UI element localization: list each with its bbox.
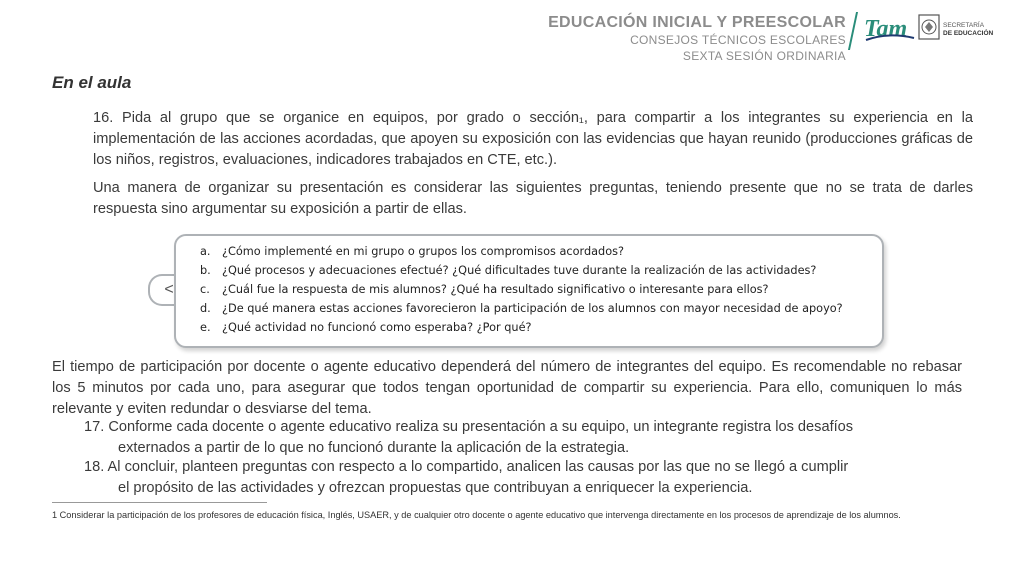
secretaria-text-line1: SECRETARÍA [943,22,985,29]
secretaria-text-line2: DE EDUCACIÓN [943,30,994,37]
paragraph-organize: Una manera de organizar su presentación es considerar las siguientes preguntas, teniendo presente que no se trata de darles respuesta sino argumentar su exposición a partir de ellas. [93,180,973,217]
question-text: ¿Cómo implementé en mi grupo o grupos los compromisos acordados? [222,245,625,258]
questions-list [200,242,843,337]
paragraph-16: 16. Pida al grupo que se organice en equipos, por grado o sección₁, para compartir a los integrantes su experiencia en la implementación de las acciones acordadas, que apoyen su exposición con las evidencias que hayan reunido (producciones gráficas de los niños, registros, evaluaciones, indicadores trabajados en CTE, etc.). [93,110,973,168]
header-divider [848,12,858,50]
tam-logo [862,12,918,51]
question-text: ¿Cuál fue la respuesta de mis alumnos? ¿Qué ha resultado significativo o interesante para ellos? [222,283,769,296]
document-header [548,14,846,64]
question-letter: a. [200,245,211,258]
question-text: ¿Qué actividad no funcionó como esperaba? ¿Por qué? [222,321,532,334]
item-17-line2: externados a partir de lo que no funcionó durante la aplicación de la estrategia. [118,440,630,456]
footnote-separator [52,502,267,503]
header-title: EDUCACIÓN INICIAL Y PREESCOLAR [548,14,846,31]
header-session: SEXTA SESIÓN ORDINARIA [682,49,846,63]
question-letter: d. [200,302,211,315]
item-17-line1: 17. Conforme cada docente o agente educativo realiza su presentación a su equipo, un integrante registra los desafíos [84,419,854,435]
question-letter: e. [200,321,211,334]
secretaria-logo [918,14,998,49]
item-18-line2: el propósito de las actividades y ofrezcan propuestas que contribuyan a enriquecer la experiencia. [118,480,753,496]
question-item [200,299,843,318]
footnote: 1 Considerar la participación de los profesores de educación física, Inglés, USAER, y de cualquier otro docente o agente educativo que intervenga directamente en los procesos de aprendizaje de los alumnos. [52,510,901,520]
paragraph-time: El tiempo de participación por docente o agente educativo dependerá del número de integrantes del equipo. Es recomendable no rebasar los 5 minutos por cada uno, para asegurar que todos tengan oportunidad de compartir su experiencia. Para ello, comuniquen lo más relevante y eviten redundar o desviarse del tema. [52,359,962,417]
tam-logo-text: Tam [864,16,908,42]
question-text: ¿De qué manera estas acciones favorecieron la participación de los alumnos con mayor necesidad de apoyo? [222,302,843,315]
question-item [200,280,843,299]
question-letter: c. [200,283,210,296]
item-18 [52,457,962,499]
item-18-line1: 18. Al concluir, planteen preguntas con respecto a lo compartido, analicen las causas por las que no se llegó a cumplir [84,459,849,475]
question-item [200,242,843,261]
item-17 [52,417,962,459]
chevron-left-icon: < [164,281,174,298]
header-subtitle: CONSEJOS TÉCNICOS ESCOLARES [630,33,846,47]
question-text: ¿Qué procesos y adecuaciones efectué? ¿Qué dificultades tuve durante la realización de las actividades? [222,264,817,277]
question-item [200,261,843,280]
section-title: En el aula [52,73,132,92]
question-item [200,318,843,337]
question-letter: b. [200,264,211,277]
